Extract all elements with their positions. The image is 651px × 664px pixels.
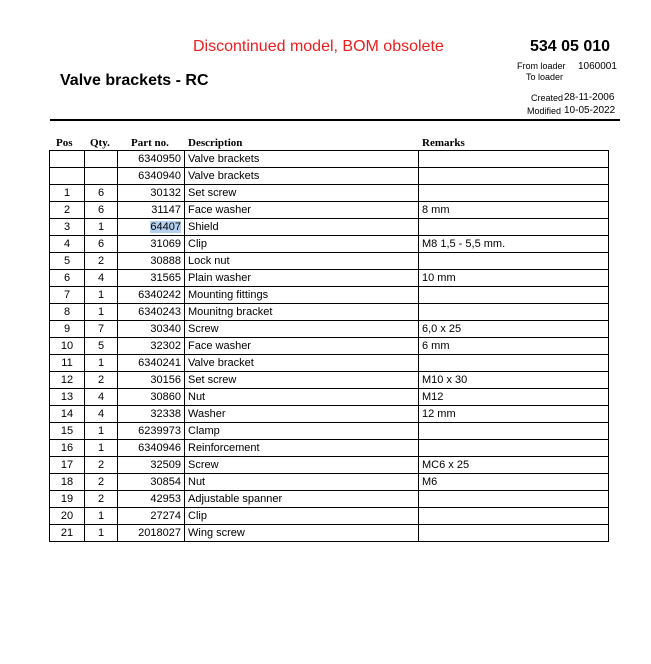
qty-cell: 2 xyxy=(85,372,118,389)
part-no-cell: 30860 xyxy=(118,389,185,406)
part-no-cell: 30156 xyxy=(118,372,185,389)
part-no-cell: 32302 xyxy=(118,338,185,355)
remarks-cell xyxy=(419,287,609,304)
selected-part-number[interactable]: 64407 xyxy=(150,221,181,233)
table-row xyxy=(50,508,609,525)
description-cell: Washer xyxy=(185,406,419,423)
qty-cell: 7 xyxy=(85,321,118,338)
qty-cell: 1 xyxy=(85,423,118,440)
part-no-cell: 6340241 xyxy=(118,355,185,372)
discontinued-notice: Discontinued model, BOM obsolete xyxy=(193,38,444,55)
table-row xyxy=(50,236,609,253)
column-header-part-no: Part no. xyxy=(131,137,169,149)
pos-cell: 11 xyxy=(50,355,85,372)
column-header-qty: Qty. xyxy=(90,137,110,149)
table-row xyxy=(50,219,609,236)
part-no-cell: 6239973 xyxy=(118,423,185,440)
qty-cell: 2 xyxy=(85,474,118,491)
qty-cell: 1 xyxy=(85,304,118,321)
remarks-cell: M8 1,5 - 5,5 mm. xyxy=(419,236,609,253)
pos-cell: 18 xyxy=(50,474,85,491)
column-header-pos: Pos xyxy=(56,137,73,149)
parts-table xyxy=(49,150,609,542)
table-row xyxy=(50,355,609,372)
qty-cell xyxy=(85,151,118,168)
description-cell: Mounitng bracket xyxy=(185,304,419,321)
description-cell: Nut xyxy=(185,389,419,406)
table-row xyxy=(50,440,609,457)
qty-cell: 1 xyxy=(85,440,118,457)
pos-cell: 10 xyxy=(50,338,85,355)
description-cell: Valve brackets xyxy=(185,168,419,185)
pos-cell: 3 xyxy=(50,219,85,236)
qty-cell xyxy=(85,168,118,185)
qty-cell: 6 xyxy=(85,202,118,219)
table-row xyxy=(50,253,609,270)
description-cell: Face washer xyxy=(185,202,419,219)
table-row xyxy=(50,423,609,440)
part-no-cell: 32338 xyxy=(118,406,185,423)
pos-cell: 8 xyxy=(50,304,85,321)
part-no-cell: 6340242 xyxy=(118,287,185,304)
part-no-cell: 31147 xyxy=(118,202,185,219)
description-cell: Mounting fittings xyxy=(185,287,419,304)
table-row xyxy=(50,151,609,168)
header-divider xyxy=(50,119,620,121)
table-row xyxy=(50,287,609,304)
pos-cell: 1 xyxy=(50,185,85,202)
qty-cell: 1 xyxy=(85,525,118,542)
qty-cell: 1 xyxy=(85,287,118,304)
part-no-cell: 6340950 xyxy=(118,151,185,168)
table-row xyxy=(50,185,609,202)
table-row xyxy=(50,338,609,355)
remarks-cell xyxy=(419,525,609,542)
qty-cell: 1 xyxy=(85,219,118,236)
pos-cell: 21 xyxy=(50,525,85,542)
description-cell: Set screw xyxy=(185,185,419,202)
pos-cell: 16 xyxy=(50,440,85,457)
remarks-cell: 8 mm xyxy=(419,202,609,219)
remarks-cell: 12 mm xyxy=(419,406,609,423)
qty-cell: 4 xyxy=(85,270,118,287)
table-row xyxy=(50,202,609,219)
remarks-cell xyxy=(419,355,609,372)
pos-cell: 20 xyxy=(50,508,85,525)
from-loader-label: From loader xyxy=(517,61,566,71)
modified-label: Modified xyxy=(527,106,562,116)
part-no-cell: 27274 xyxy=(118,508,185,525)
remarks-cell xyxy=(419,185,609,202)
remarks-cell xyxy=(419,219,609,236)
description-cell: Lock nut xyxy=(185,253,419,270)
created-date: 28-11-2006 xyxy=(564,92,615,103)
remarks-cell xyxy=(419,491,609,508)
part-no-cell: 32509 xyxy=(118,457,185,474)
qty-cell: 4 xyxy=(85,406,118,423)
part-no-cell: 6340940 xyxy=(118,168,185,185)
description-cell: Screw xyxy=(185,457,419,474)
remarks-cell xyxy=(419,168,609,185)
from-loader-value: 1060001 xyxy=(578,61,617,72)
pos-cell: 2 xyxy=(50,202,85,219)
table-row xyxy=(50,457,609,474)
part-no-cell: 2018027 xyxy=(118,525,185,542)
remarks-cell: M10 x 30 xyxy=(419,372,609,389)
description-cell: Clip xyxy=(185,236,419,253)
table-row xyxy=(50,474,609,491)
page-title: Valve brackets - RC xyxy=(60,72,209,89)
remarks-cell xyxy=(419,151,609,168)
description-cell: Set screw xyxy=(185,372,419,389)
remarks-cell: MC6 x 25 xyxy=(419,457,609,474)
qty-cell: 2 xyxy=(85,253,118,270)
remarks-cell xyxy=(419,440,609,457)
description-cell: Shield xyxy=(185,219,419,236)
part-no-cell: 42953 xyxy=(118,491,185,508)
pos-cell: 6 xyxy=(50,270,85,287)
description-cell: Valve bracket xyxy=(185,355,419,372)
part-no-cell: 31565 xyxy=(118,270,185,287)
table-row xyxy=(50,491,609,508)
pos-cell: 5 xyxy=(50,253,85,270)
table-row xyxy=(50,372,609,389)
remarks-cell xyxy=(419,423,609,440)
table-row xyxy=(50,168,609,185)
part-no-cell: 30132 xyxy=(118,185,185,202)
modified-date: 10-05-2022 xyxy=(564,105,616,116)
pos-cell: 7 xyxy=(50,287,85,304)
description-cell: Wing screw xyxy=(185,525,419,542)
description-cell: Adjustable spanner xyxy=(185,491,419,508)
part-no-cell: 31069 xyxy=(118,236,185,253)
remarks-cell: M12 xyxy=(419,389,609,406)
part-no-cell: 30340 xyxy=(118,321,185,338)
document-number: 534 05 010 xyxy=(530,38,611,55)
remarks-cell: 6,0 x 25 xyxy=(419,321,609,338)
pos-cell: 15 xyxy=(50,423,85,440)
pos-cell xyxy=(50,151,85,168)
description-cell: Clip xyxy=(185,508,419,525)
pos-cell: 4 xyxy=(50,236,85,253)
column-header-description: Description xyxy=(188,137,243,149)
remarks-cell xyxy=(419,304,609,321)
table-row xyxy=(50,270,609,287)
qty-cell: 6 xyxy=(85,185,118,202)
description-cell: Clamp xyxy=(185,423,419,440)
remarks-cell xyxy=(419,253,609,270)
table-row xyxy=(50,389,609,406)
pos-cell: 12 xyxy=(50,372,85,389)
qty-cell: 1 xyxy=(85,355,118,372)
to-loader-label: To loader xyxy=(526,72,564,82)
pos-cell: 13 xyxy=(50,389,85,406)
pos-cell xyxy=(50,168,85,185)
qty-cell: 1 xyxy=(85,508,118,525)
part-no-cell: 30888 xyxy=(118,253,185,270)
table-row xyxy=(50,406,609,423)
part-no-cell: 30854 xyxy=(118,474,185,491)
pos-cell: 19 xyxy=(50,491,85,508)
pos-cell: 9 xyxy=(50,321,85,338)
description-cell: Valve brackets xyxy=(185,151,419,168)
description-cell: Screw xyxy=(185,321,419,338)
remarks-cell xyxy=(419,508,609,525)
part-no-cell xyxy=(118,219,185,236)
qty-cell: 2 xyxy=(85,457,118,474)
description-cell: Reinforcement xyxy=(185,440,419,457)
description-cell: Nut xyxy=(185,474,419,491)
created-label: Created xyxy=(531,93,564,103)
remarks-cell: M6 xyxy=(419,474,609,491)
part-no-cell: 6340243 xyxy=(118,304,185,321)
remarks-cell: 6 mm xyxy=(419,338,609,355)
table-row xyxy=(50,525,609,542)
table-row xyxy=(50,321,609,338)
description-cell: Plain washer xyxy=(185,270,419,287)
part-no-cell: 6340946 xyxy=(118,440,185,457)
pos-cell: 14 xyxy=(50,406,85,423)
remarks-cell: 10 mm xyxy=(419,270,609,287)
qty-cell: 4 xyxy=(85,389,118,406)
table-row xyxy=(50,304,609,321)
qty-cell: 2 xyxy=(85,491,118,508)
description-cell: Face washer xyxy=(185,338,419,355)
column-header-remarks: Remarks xyxy=(422,137,465,149)
qty-cell: 5 xyxy=(85,338,118,355)
qty-cell: 6 xyxy=(85,236,118,253)
pos-cell: 17 xyxy=(50,457,85,474)
